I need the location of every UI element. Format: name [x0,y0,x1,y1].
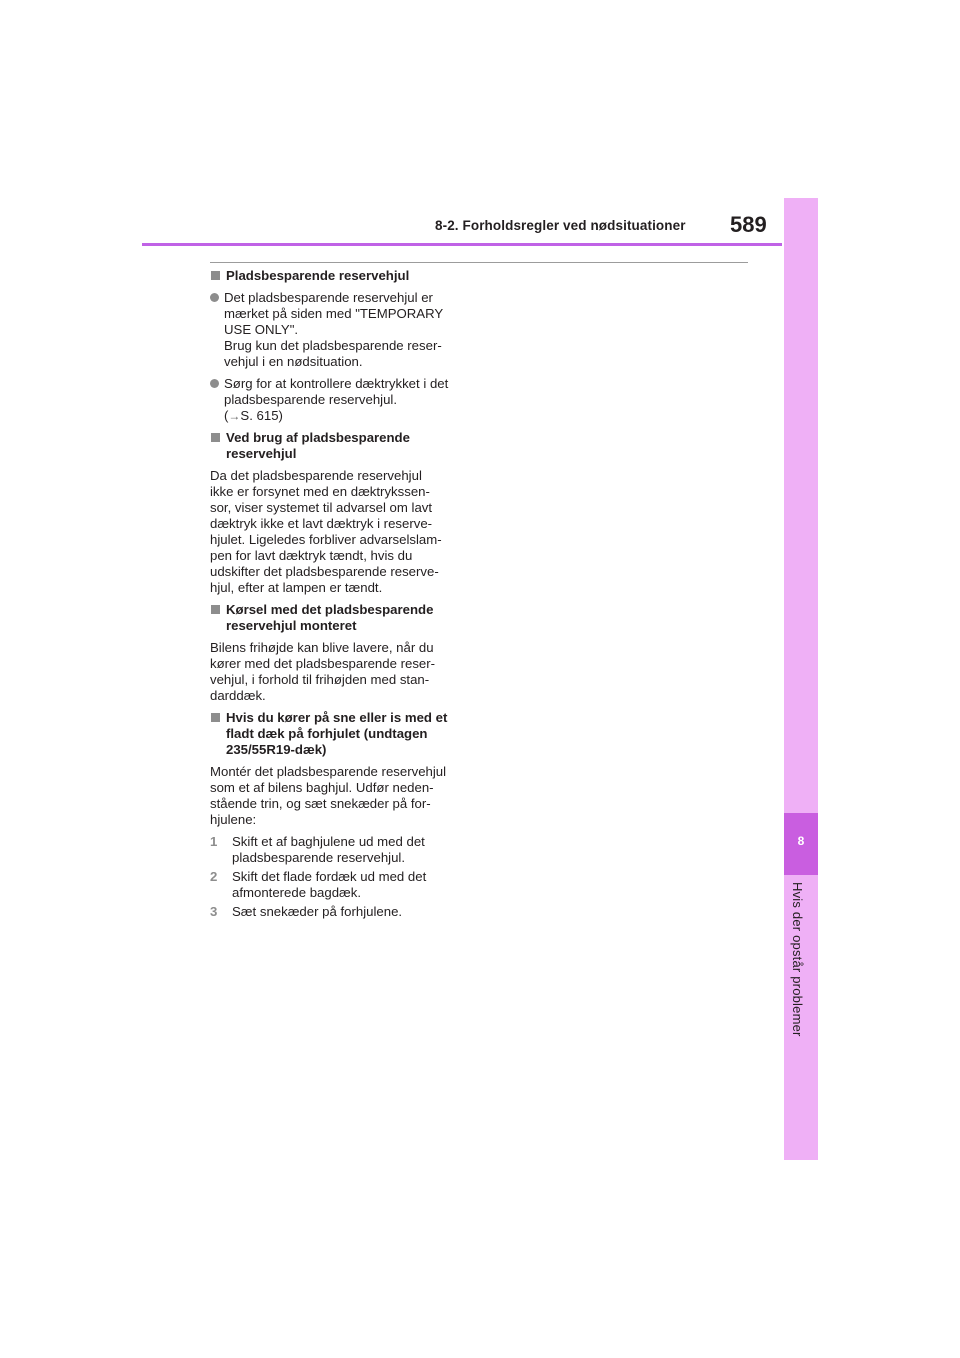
paragraph-pressure-sensor [210,468,472,596]
step-text: Sæt snekæder på forhjulene. [232,904,403,919]
heading-using-spare [210,430,472,462]
bullet-text: mærket på siden med "TEMPORARY [224,306,444,321]
content-column [210,268,472,923]
heading-text: Ved brug af pladsbesparende [226,430,410,445]
paragraph-line: vehjul, i forhold til frihøjden med stan- [210,672,430,687]
paragraph-line: Bilens frihøjde kan blive lavere, når du [210,640,434,655]
step-item [210,834,472,866]
bullet-text: pladsbesparende reservehjul. [224,392,398,407]
paragraph-line: darddæk. [210,688,266,703]
header-rule [142,243,782,246]
paragraph-line: dæktryk ikke et lavt dæktryk i reserve- [210,516,433,531]
step-text: Skift et af baghjulene ud med det [232,834,425,849]
square-bullet-icon [211,605,220,614]
step-text: afmonterede bagdæk. [232,885,362,900]
step-text: Skift det flade fordæk ud med det [232,869,427,884]
paragraph-line: hjulet. Ligeledes forbliver advarselslam- [210,532,442,547]
step-number: 1 [210,834,218,849]
bullet-check-pressure [210,376,472,424]
paragraph-line: sor, viser systemet til advarsel om lavt [210,500,433,515]
paragraph-line: som et af bilens baghjul. Udfør neden- [210,780,434,795]
paragraph-ground-clearance [210,640,472,704]
square-bullet-icon [211,713,220,722]
reference-text: S. 615) [240,408,283,423]
bullet-text: Sørg for at kontrollere dæktrykket i det [224,376,449,391]
square-bullet-icon [211,433,220,442]
paragraph-line: kører med det pladsbesparende reser- [210,656,436,671]
round-bullet-icon [210,293,219,302]
paragraph-line: hjul, efter at lampen er tændt. [210,580,383,595]
paragraph-line: udskifter det pladsbesparende reserve- [210,564,439,579]
page-number: 589 [730,212,767,237]
bullet-text: Brug kun det pladsbesparende reser- [224,338,442,353]
reference-paren: ( [224,408,229,423]
bullet-text: vehjul i en nødsituation. [224,354,363,369]
step-item [210,869,472,901]
paragraph-line: stående trin, og sæt snekæder på for- [210,796,431,811]
bullet-text: USE ONLY". [224,322,299,337]
arrow-right-icon: → [228,409,241,423]
step-number: 3 [210,904,218,919]
paragraph-line: Da det pladsbesparende reservehjul [210,468,422,483]
section-title: 8-2. Forholdsregler ved nødsituationer [435,218,686,233]
paragraph-line: ikke er forsynet med en dæktrykssen- [210,484,430,499]
round-bullet-icon [210,379,219,388]
heading-text: fladt dæk på forhjulet (undtagen [226,726,428,741]
chapter-title: Hvis der opstår problemer [790,882,805,1037]
paragraph-mount-spare [210,764,472,828]
step-number: 2 [210,869,218,884]
content-top-rule [210,262,748,263]
heading-text: 235/55R19-dæk) [226,742,327,757]
heading-snow-ice [210,710,472,758]
heading-text: Hvis du kører på sne eller is med et [226,710,448,725]
chapter-number: 8 [797,834,805,848]
heading-driving-with-spare [210,602,472,634]
bullet-text: Det pladsbesparende reservehjul er [224,290,433,305]
heading-spare-wheel [210,268,472,284]
bullet-temporary-use [210,290,472,370]
step-item [210,904,472,920]
paragraph-line: Montér det pladsbesparende reservehjul [210,764,447,779]
page-reference[interactable] [224,408,472,424]
heading-text: reservehjul [226,446,297,461]
square-bullet-icon [211,271,220,280]
heading-text: Kørsel med det pladsbesparende [226,602,434,617]
step-text: pladsbesparende reservehjul. [232,850,406,865]
paragraph-line: pen for lavt dæktryk tændt, hvis du [210,548,413,563]
heading-text: reservehjul monteret [226,618,357,633]
paragraph-line: hjulene: [210,812,257,827]
heading-text: Pladsbesparende reservehjul [226,268,410,283]
